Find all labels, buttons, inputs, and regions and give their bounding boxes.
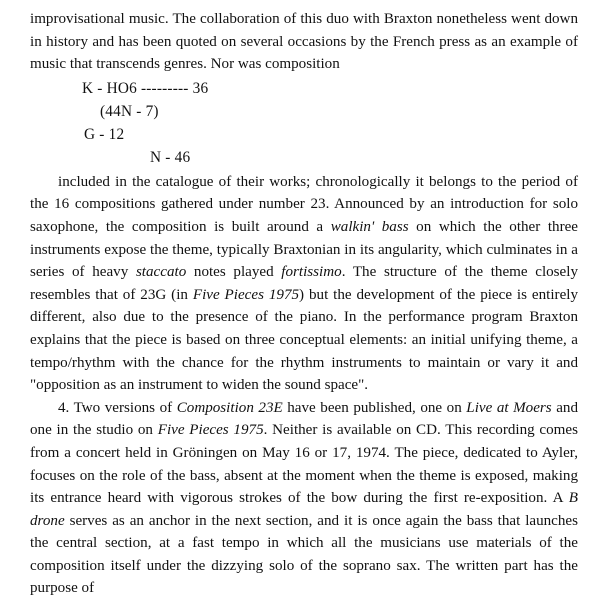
text-segment-italic: B drone <box>30 490 578 529</box>
text-segment: . Neither is available on CD. This recording comes from a concert held in Gröningen on May 16 or 17, 1974. The piece, dedicated to Ayler, focuses on the role of the bass, absent at the moment when the theme is exposed, making its entrance heard with vigorous strokes of the bow during the first re-exposition. A <box>30 422 578 507</box>
text-segment-italic: Five Pieces 1975 <box>192 286 300 303</box>
paragraph-opening: improvisational music. The collaboration of this duo with Braxton nonetheless went down in history and has been quoted on several occasions by the French press as an example of music that transcends genres. Nor was composition <box>30 11 578 73</box>
paragraph-catalogue <box>30 171 578 397</box>
text-segment: have been published, one on <box>282 399 467 416</box>
formula-line-3: G - 12 <box>84 125 125 143</box>
text-segment: 4. Two versions of <box>58 399 177 416</box>
text-segment-italic: Live at Moers <box>466 399 552 416</box>
text-segment: serves as an anchor in the next section, and it is once again the bass that launches the central section, at a fast tempo in which all the musicians use materials of the composition itself under the dizzying solo of the soprano sax. The written part has the purpose of <box>30 512 578 597</box>
text-segment: included in the catalogue of their works; chronologically it belongs to the period of the 16 compositions gathered under number 23. Announced by an introduction for solo saxophone, the composition is built around a <box>30 173 578 235</box>
document-body <box>30 8 578 600</box>
text-segment: on which the other three instruments expose the theme, typically Braxtonian in its angularity, which culminates in a series of heavy <box>30 218 579 281</box>
formula-line-4: N - 46 <box>150 148 191 166</box>
text-segment-italic: staccato <box>135 264 187 281</box>
text-segment-italic: walkin' bass <box>330 218 409 235</box>
paragraph-versions <box>30 397 578 600</box>
text-segment: and one in the studio on <box>30 399 579 439</box>
text-segment: ) but the development of the piece is entirely different, also due to the presence of the piano. In the performance program Braxton explains that the piece is based on three conceptual elements: an initial unifying theme, a tempo/rhythm with the chance for the rhythm instruments to maintain or vary it and "opposition as an instrument to widen the sound space". <box>30 286 579 394</box>
text-segment-italic: Composition 23E <box>176 399 283 416</box>
text-segment: . The structure of the theme closely resembles that of 23G (in <box>30 264 578 303</box>
text-segment-italic: Five Pieces 1975 <box>157 422 264 439</box>
formula-line-2: (44N - 7) <box>100 102 159 120</box>
text-segment: notes played <box>186 264 282 281</box>
text-segment-italic: fortissimo <box>281 264 342 281</box>
formula-line-1: K - HO6 --------- 36 <box>82 79 209 97</box>
handwritten-formula-block <box>30 77 578 169</box>
